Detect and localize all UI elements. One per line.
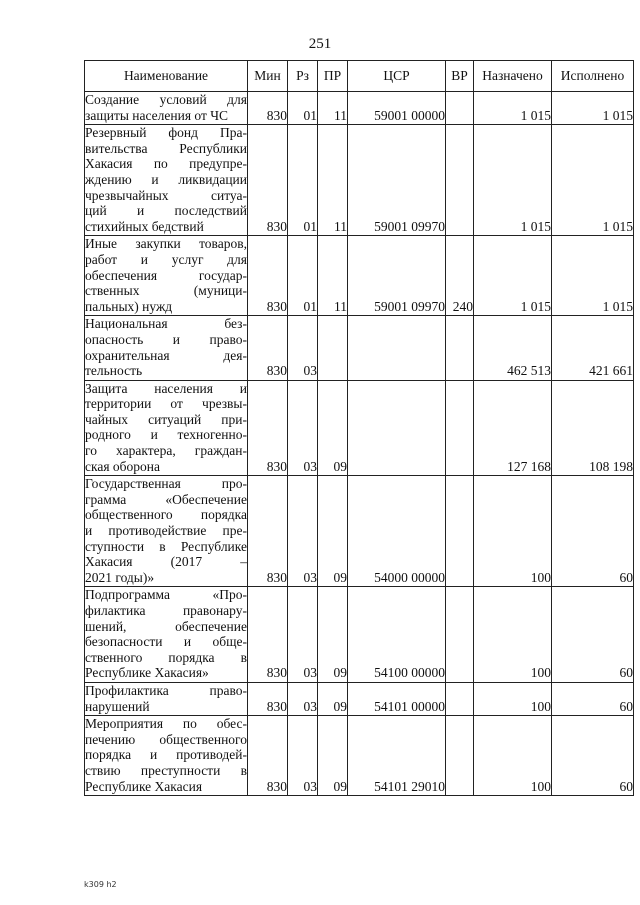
- cell-planned: 1 015: [474, 125, 552, 236]
- name-line: Резервный фонд Пра-: [85, 125, 247, 141]
- name-line: Хакасия по предупре-: [85, 156, 247, 172]
- cell-name: [85, 716, 248, 796]
- cell-executed: 1 015: [552, 125, 634, 236]
- cell-csr: [348, 380, 446, 476]
- name-line: Создание условий для: [85, 92, 247, 107]
- header-rz: Рз: [288, 61, 318, 92]
- table-row: [85, 716, 634, 796]
- name-line: общественного порядка: [85, 507, 247, 523]
- cell-pr: 11: [318, 236, 348, 316]
- header-planned: Назначено: [474, 61, 552, 92]
- name-line: Подпрограмма «Про-: [85, 587, 247, 603]
- footer-code: k309 h2: [84, 880, 117, 889]
- cell-executed: 60: [552, 476, 634, 587]
- cell-executed: 108 198: [552, 380, 634, 476]
- table-row: [85, 380, 634, 476]
- cell-executed: 60: [552, 682, 634, 715]
- cell-csr: [348, 316, 446, 380]
- name-line: вительства Республики: [85, 140, 247, 156]
- name-line: Защита населения и: [85, 380, 247, 396]
- name-line: ственного порядка в: [85, 649, 247, 665]
- cell-pr: 09: [318, 716, 348, 796]
- cell-vr: [446, 125, 474, 236]
- cell-csr: 59001 00000: [348, 92, 446, 125]
- cell-vr: [446, 92, 474, 125]
- header-min: Мин: [248, 61, 288, 92]
- cell-vr: [446, 587, 474, 683]
- name-line: Хакасия (2017 –: [85, 554, 247, 570]
- cell-csr: 54101 00000: [348, 682, 446, 715]
- name-line: защиты населения от ЧС: [85, 107, 229, 123]
- cell-name: [85, 316, 248, 380]
- name-line: ская оборона: [85, 458, 161, 474]
- name-line: ступности в Республике: [85, 538, 247, 554]
- name-line: го характера, граждан-: [85, 443, 247, 459]
- cell-planned: 127 168: [474, 380, 552, 476]
- cell-name: [85, 125, 248, 236]
- name-line: порядка и противодей-: [85, 747, 247, 763]
- name-line: опасность и право-: [85, 331, 247, 347]
- cell-csr: 54100 00000: [348, 587, 446, 683]
- budget-table: [84, 60, 634, 796]
- cell-executed: 60: [552, 716, 634, 796]
- name-line: ствию преступности в: [85, 762, 247, 778]
- cell-min: 830: [248, 682, 288, 715]
- table-header-row: [85, 61, 634, 92]
- name-line: пальных) нужд: [85, 298, 173, 314]
- cell-pr: 09: [318, 587, 348, 683]
- cell-vr: 240: [446, 236, 474, 316]
- cell-executed: 1 015: [552, 236, 634, 316]
- cell-pr: [318, 316, 348, 380]
- cell-csr: 59001 09970: [348, 236, 446, 316]
- cell-planned: 1 015: [474, 236, 552, 316]
- cell-min: 830: [248, 587, 288, 683]
- cell-rz: 03: [288, 380, 318, 476]
- name-line: Республике Хакасия»: [85, 665, 209, 681]
- cell-planned: 100: [474, 716, 552, 796]
- cell-vr: [446, 716, 474, 796]
- cell-min: 830: [248, 92, 288, 125]
- cell-min: 830: [248, 125, 288, 236]
- name-line: и противодействие пре-: [85, 523, 247, 539]
- cell-rz: 03: [288, 716, 318, 796]
- cell-vr: [446, 682, 474, 715]
- cell-name: [85, 587, 248, 683]
- name-line: территории от чрезвы-: [85, 396, 247, 412]
- cell-name: [85, 682, 248, 715]
- cell-rz: 03: [288, 316, 318, 380]
- name-line: тельность: [85, 363, 143, 379]
- name-line: стихийных бедствий: [85, 218, 204, 234]
- name-line: ций и последствий: [85, 203, 247, 219]
- name-line: ственных (муници-: [85, 283, 247, 299]
- table-body: [85, 92, 634, 796]
- page-number: 251: [308, 36, 332, 52]
- cell-planned: 100: [474, 476, 552, 587]
- header-vr: ВР: [446, 61, 474, 92]
- header-csr: ЦСР: [348, 61, 446, 92]
- name-line: Мероприятия по обес-: [85, 716, 247, 732]
- name-line: чрезвычайных ситуа-: [85, 187, 247, 203]
- name-line: родного и техногенно-: [85, 427, 247, 443]
- table-row: [85, 125, 634, 236]
- cell-planned: 1 015: [474, 92, 552, 125]
- name-line: работ и услуг для: [85, 251, 247, 267]
- cell-executed: 60: [552, 587, 634, 683]
- cell-name: [85, 380, 248, 476]
- header-name: Наименование: [85, 61, 248, 92]
- table-row: [85, 236, 634, 316]
- header-pr: ПР: [318, 61, 348, 92]
- table-row: [85, 92, 634, 125]
- name-line: Государственная про-: [85, 476, 247, 492]
- cell-planned: 462 513: [474, 316, 552, 380]
- cell-csr: 54101 29010: [348, 716, 446, 796]
- cell-min: 830: [248, 716, 288, 796]
- cell-rz: 03: [288, 476, 318, 587]
- cell-vr: [446, 316, 474, 380]
- table-row: [85, 316, 634, 380]
- cell-vr: [446, 476, 474, 587]
- cell-csr: 59001 09970: [348, 125, 446, 236]
- cell-rz: 01: [288, 125, 318, 236]
- name-line: шений, обеспечение: [85, 618, 247, 634]
- cell-name: [85, 236, 248, 316]
- cell-pr: 11: [318, 125, 348, 236]
- name-line: Профилактика право-: [85, 682, 247, 698]
- cell-rz: 01: [288, 236, 318, 316]
- name-line: ждению и ликвидации: [85, 171, 247, 187]
- cell-min: 830: [248, 380, 288, 476]
- name-line: грамма «Обеспечение: [85, 491, 247, 507]
- cell-min: 830: [248, 236, 288, 316]
- cell-planned: 100: [474, 587, 552, 683]
- cell-name: [85, 476, 248, 587]
- cell-pr: 09: [318, 682, 348, 715]
- cell-pr: 09: [318, 380, 348, 476]
- cell-min: 830: [248, 316, 288, 380]
- name-line: обеспечения государ-: [85, 267, 247, 283]
- table-row: [85, 682, 634, 715]
- cell-rz: 01: [288, 92, 318, 125]
- name-line: 2021 годы)»: [85, 569, 155, 585]
- cell-rz: 03: [288, 682, 318, 715]
- cell-executed: 1 015: [552, 92, 634, 125]
- cell-csr: 54000 00000: [348, 476, 446, 587]
- cell-rz: 03: [288, 587, 318, 683]
- cell-pr: 09: [318, 476, 348, 587]
- cell-min: 830: [248, 476, 288, 587]
- cell-name: [85, 92, 248, 125]
- name-line: Республике Хакасия: [85, 778, 203, 794]
- cell-executed: 421 661: [552, 316, 634, 380]
- name-line: нарушений: [85, 698, 150, 714]
- cell-vr: [446, 380, 474, 476]
- header-executed: Исполнено: [552, 61, 634, 92]
- name-line: филактика правонару-: [85, 603, 247, 618]
- cell-pr: 11: [318, 92, 348, 125]
- cell-planned: 100: [474, 682, 552, 715]
- name-line: Национальная без-: [85, 316, 247, 332]
- name-line: охранительная дея-: [85, 347, 247, 363]
- name-line: Иные закупки товаров,: [85, 236, 247, 252]
- name-line: чайных ситуаций при-: [85, 411, 247, 427]
- name-line: безопасности и обще-: [85, 634, 247, 650]
- name-line: печению общественного: [85, 731, 247, 747]
- table-row: [85, 587, 634, 683]
- table-row: [85, 476, 634, 587]
